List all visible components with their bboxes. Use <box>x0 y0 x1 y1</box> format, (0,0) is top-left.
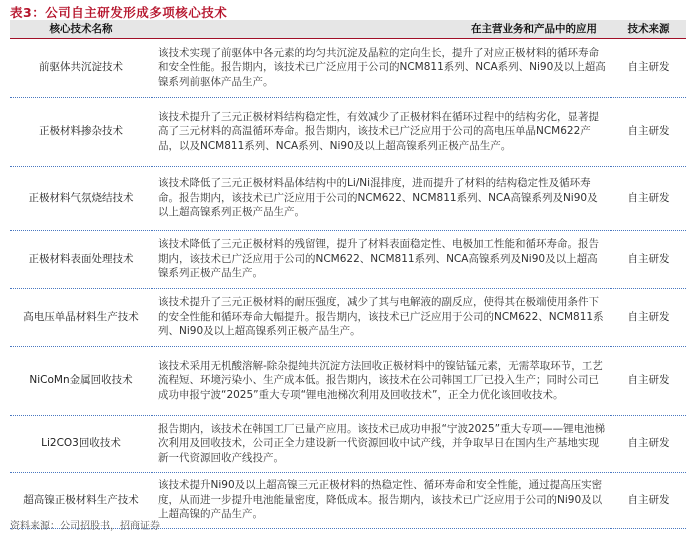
tech-name-cell: 正极材料气氛烧结技术 <box>10 166 152 230</box>
table-row <box>10 288 686 346</box>
tech-application-cell: 该技术实现了前驱体中各元素的均匀共沉淀及晶粒的定向生长，提升了对应正极材料的循环寿命和安全性能。报告期内，该技术已广泛应用于公司的NCM811系列、NCA系列、Ni90及以上超高镍系列前驱体产品生产。 <box>152 38 611 97</box>
tech-name-cell: 高电压单晶材料生产技术 <box>10 288 152 346</box>
header-row <box>10 20 686 38</box>
table-title: 表3：公司自主研发形成多项核心技术 <box>10 5 228 20</box>
tech-application-cell: 该技术提升了三元正极材料结构稳定性，有效减少了正极材料在循环过程中的结构劣化，显著提高了三元材料的高温循环寿命。报告期内，该技术已广泛应用于公司的高电压单晶NCM622产品，以及NCM811系列、NCA系列、Ni90及以上超高镍系列正极产品生产。 <box>152 97 611 166</box>
tech-application-cell: 该技术提升Ni90及以上超高镍三元正极材料的热稳定性、循环寿命和安全性能，通过提高压实密度，从而进一步提升电池能量密度，降低成本。报告期内，该技术已广泛应用于公司的Ni90及以上超高镍的产品生产。 <box>152 472 611 528</box>
tech-application-cell: 该技术降低了三元正极材料的残留锂，提升了材料表面稳定性、电极加工性能和循环寿命。报告期内，该技术已广泛应用于公司的NCM622、NCM811系列、NCA高镍系列及Ni90及以上超高镍系列正极产品生产。 <box>152 230 611 288</box>
header-application: 在主营业务和产品中的应用 <box>152 20 611 38</box>
table-row <box>10 38 686 97</box>
tech-source-cell: 自主研发 <box>611 472 686 528</box>
tech-application-cell: 该技术降低了三元正极材料晶体结构中的Li/Ni混排度，进而提升了材料的结构稳定性及循环寿命。报告期内，该技术已广泛应用于公司的NCM622、NCM811系列、NCA高镍系列及Ni90及以上超高镍系列正极产品生产。 <box>152 166 611 230</box>
core-technology-table <box>10 20 686 529</box>
tech-name-cell: 正极材料表面处理技术 <box>10 230 152 288</box>
tech-application-cell: 报告期内，该技术在韩国工厂已量产应用。该技术已成功申报“宁波2025”重大专项——锂电池梯次利用及回收技术，公司正全力建设新一代资源回收中试产线，并争取早日在国内生产基地实现新一代资源回收产线投产。 <box>152 415 611 472</box>
tech-name-cell: 超高镍正极材料生产技术 <box>10 472 152 528</box>
table-row <box>10 415 686 472</box>
tech-application-cell: 该技术采用无机酸溶解-除杂提纯共沉淀方法回收正极材料中的镍钴锰元素，无需萃取环节，工艺流程短、环境污染小、生产成本低。报告期内，该技术在公司韩国工厂已投入生产；同时公司已成功申报宁波“2025”重大专项“锂电池梯次利用及回收技术”，正全力优化该回收技术。 <box>152 346 611 415</box>
table-row <box>10 230 686 288</box>
table-row <box>10 97 686 166</box>
tech-source-cell: 自主研发 <box>611 415 686 472</box>
table-row <box>10 346 686 415</box>
tech-source-cell: 自主研发 <box>611 97 686 166</box>
tech-source-cell: 自主研发 <box>611 38 686 97</box>
tech-name-cell: Li2CO3回收技术 <box>10 415 152 472</box>
tech-source-cell: 自主研发 <box>611 346 686 415</box>
source-note: 资料来源：公司招股书，招商证券 <box>10 521 160 532</box>
tech-name-cell: 正极材料掺杂技术 <box>10 97 152 166</box>
table-row <box>10 166 686 230</box>
tech-source-cell: 自主研发 <box>611 166 686 230</box>
tech-application-cell: 该技术提升了三元正极材料的耐压强度，减少了其与电解液的副反应，使得其在极端使用条件下的安全性能和循环寿命大幅提升。报告期内，该技术已广泛应用于公司的NCM622、NCM811系列、Ni90及以上超高镍系列正极产品生产。 <box>152 288 611 346</box>
tech-source-cell: 自主研发 <box>611 288 686 346</box>
header-source: 技术来源 <box>611 20 686 38</box>
tech-source-cell: 自主研发 <box>611 230 686 288</box>
header-tech-name: 核心技术名称 <box>10 20 152 38</box>
tech-name-cell: NiCoMn金属回收技术 <box>10 346 152 415</box>
tech-name-cell: 前驱体共沉淀技术 <box>10 38 152 97</box>
